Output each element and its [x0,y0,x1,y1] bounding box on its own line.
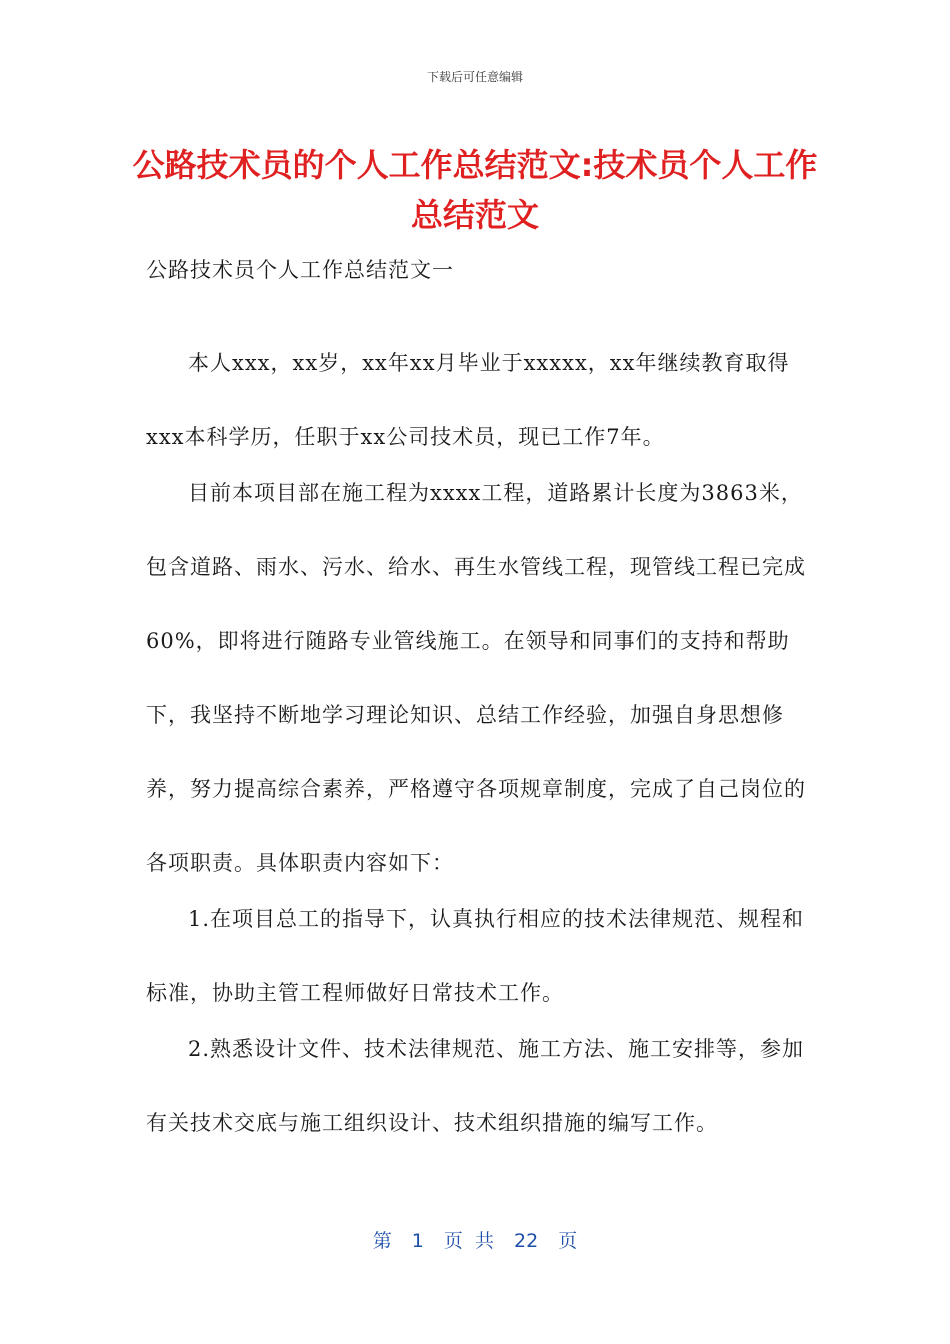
footer-prefix: 第 [372,1230,392,1252]
footer-suffix: 页 [558,1230,578,1252]
paragraph: 1.在项目总工的指导下，认真执行相应的技术法律规范、规程和标准，协助主管工程师做好日常技术工作。 [146,907,805,1005]
paragraph: 本人xxx，xx岁，xx年xx月毕业于xxxxx，xx年继续教育取得xxx本科学历，任职于xx公司技术员，现已工作7年。 [146,351,790,449]
section-subtitle: 公路技术员个人工作总结范文一 [146,258,454,282]
paragraph: 2.熟悉设计文件、技术法律规范、施工方法、施工安排等，参加有关技术交底与施工组织设计、技术组织措施的编写工作。 [146,1037,805,1135]
footer-middle: 页 共 [443,1230,494,1252]
total-page-count: 22 [514,1230,539,1252]
header-note: 下载后可任意编辑 [426,70,523,84]
paragraph: 目前本项目部在施工程为xxxx工程，道路累计长度为3863米，包含道路、雨水、污水、给水、再生水管线工程，现管线工程已完成60%，即将进行随路专业管线施工。在领导和同事们的支持和帮助下，我坚持不断地学习理论知识、总结工作经验，加强自身思想修养，努力提高综合素养，严格遵守各项规章制度，完成了自己岗位的各项职责。具体职责内容如下： [146,481,806,875]
document-body [146,252,810,1160]
current-page-number: 1 [411,1230,424,1252]
page-number-footer [0,1226,950,1253]
document-title: 公路技术员的个人工作总结范文:技术员个人工作总结范文 [132,146,818,234]
